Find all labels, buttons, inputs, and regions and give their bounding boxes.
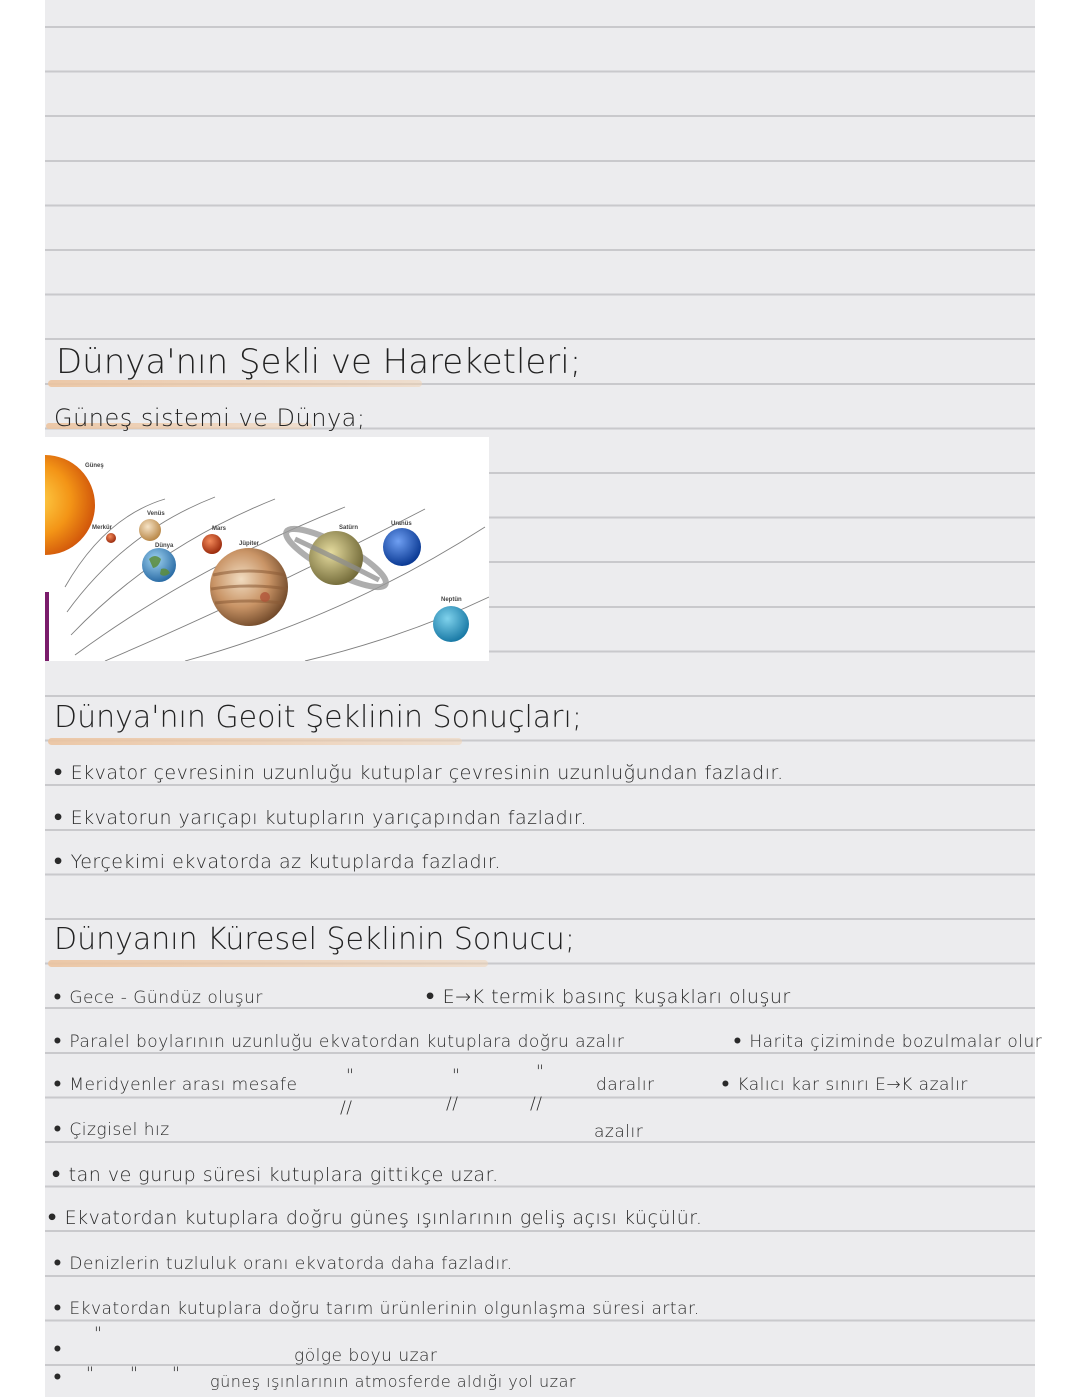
section2-item-text: Meridyenler arası mesafe [69,1075,298,1095]
section2-item [52,1075,297,1095]
section1-item [52,762,784,784]
mercury-icon [106,533,116,543]
section1-item-text: Yerçekimi ekvatorda az kutuplarda fazladır. [70,851,501,873]
section2-item [46,1207,702,1229]
bullet: • [52,807,65,829]
section2-item-text: tan ve gurup süresi kutuplara gittikçe uzar. [68,1164,499,1186]
section1-item-text: Ekvator çevresinin uzunluğu kutuplar çevresinin uzunluğundan fazladır. [70,762,784,784]
label-uranus: Uranüs [391,521,412,527]
section2-heading: Dünyanın Küresel Şeklinin Sonucu; [54,922,575,957]
section2-item [52,1032,624,1052]
mars-icon [202,534,222,554]
section2-item [52,1299,700,1319]
ditto-mark: // [446,1094,459,1114]
mid-note-text: E→K termik basınç kuşakları oluşur [442,986,791,1008]
label-mars: Mars [212,526,227,532]
right-note-text: Harita çiziminde bozulmalar olur [749,1032,1043,1052]
ditto-mark: " [346,1066,355,1086]
ditto-mark: " [86,1364,95,1384]
notebook-page [45,0,1035,1397]
section1-item [52,851,501,873]
bullet: • [732,1032,744,1052]
section1-heading: Dünya'nın Geoit Şeklinin Sonuçları; [54,700,582,735]
neptune-icon [433,606,469,642]
solar-system-illustration [45,437,489,661]
section2-item [52,988,263,1008]
bullet: • [424,986,437,1008]
rays-line: güneş ışınlarının atmosferde aldığı yol uzar [210,1372,576,1391]
label-neptune: Neptün [441,597,462,603]
ditto-mark: " [452,1066,461,1086]
page-title: Dünya'nın Şekli ve Hareketleri; [56,342,582,382]
ditto-mark: // [530,1094,543,1114]
section1-item [52,807,587,829]
label-earth: Dünya [155,543,174,549]
bullet: • [52,1254,64,1274]
bullet: • [52,1120,64,1140]
section2-item [52,1120,170,1140]
right-note [732,1032,1042,1052]
row3-right: daralır [596,1075,655,1095]
uranus-icon [383,528,421,566]
right-note-text: Kalıcı kar sınırı E→K azalır [737,1075,968,1095]
bullet: • [52,1032,64,1052]
right-note [720,1075,968,1095]
section1-item-text: Ekvatorun yarıçapı kutupların yarıçapından fazladır. [70,807,588,829]
label-jupiter: Jüpiter [239,541,260,547]
label-sun: Güneş [85,463,104,469]
bullet-empty [52,1368,69,1388]
section2-item-text: Ekvatordan kutuplara doğru güneş ışınlarının geliş açısı küçülür. [64,1207,703,1229]
bullet: • [52,851,65,873]
section2-item [50,1164,499,1186]
row4-right: azalır [594,1122,644,1142]
purple-edge-mark [45,592,49,661]
page-subtitle: Güneş sistemi ve Dünya; [54,404,366,432]
section2-item-text: Paralel boylarının uzunluğu ekvatordan kutuplara doğru azalır [69,1032,625,1052]
bullet: • [52,762,65,784]
mid-note [424,986,791,1008]
bullet: • [52,988,64,1008]
section2-item-text: Denizlerin tuzluluk oranı ekvatorda daha fazladır. [69,1254,513,1274]
section2-highlight [48,960,488,967]
bullet-empty [52,1340,69,1360]
section2-item-text: Gece - Gündüz oluşur [69,988,263,1008]
venus-icon [139,519,161,541]
section2-item-text: Ekvatordan kutuplara doğru tarım ürünlerinin olgunlaşma süresi artar. [69,1299,700,1319]
shadow-line: gölge boyu uzar [294,1346,438,1366]
ditto-mark: " [94,1324,103,1344]
section2-item-text: Çizgisel hız [69,1120,170,1140]
bullet: • [46,1207,59,1229]
ditto-mark: " [536,1062,545,1082]
solar-system-image [45,437,489,661]
bullet: • [50,1164,63,1186]
bullet: • [52,1368,64,1388]
earth-icon [142,548,176,582]
section1-highlight [48,738,462,745]
label-venus: Venüs [147,511,165,517]
label-mercury: Merkür [92,525,113,531]
bullet: • [52,1075,64,1095]
section2-item [52,1254,513,1274]
bullet: • [52,1340,64,1360]
jupiter-spot [260,592,270,602]
ditto-mark: // [340,1098,353,1118]
ditto-mark: " [172,1364,181,1384]
bullet: • [720,1075,732,1095]
ditto-mark: " [130,1364,139,1384]
bullet: • [52,1299,64,1319]
label-saturn: Satürn [339,525,359,531]
